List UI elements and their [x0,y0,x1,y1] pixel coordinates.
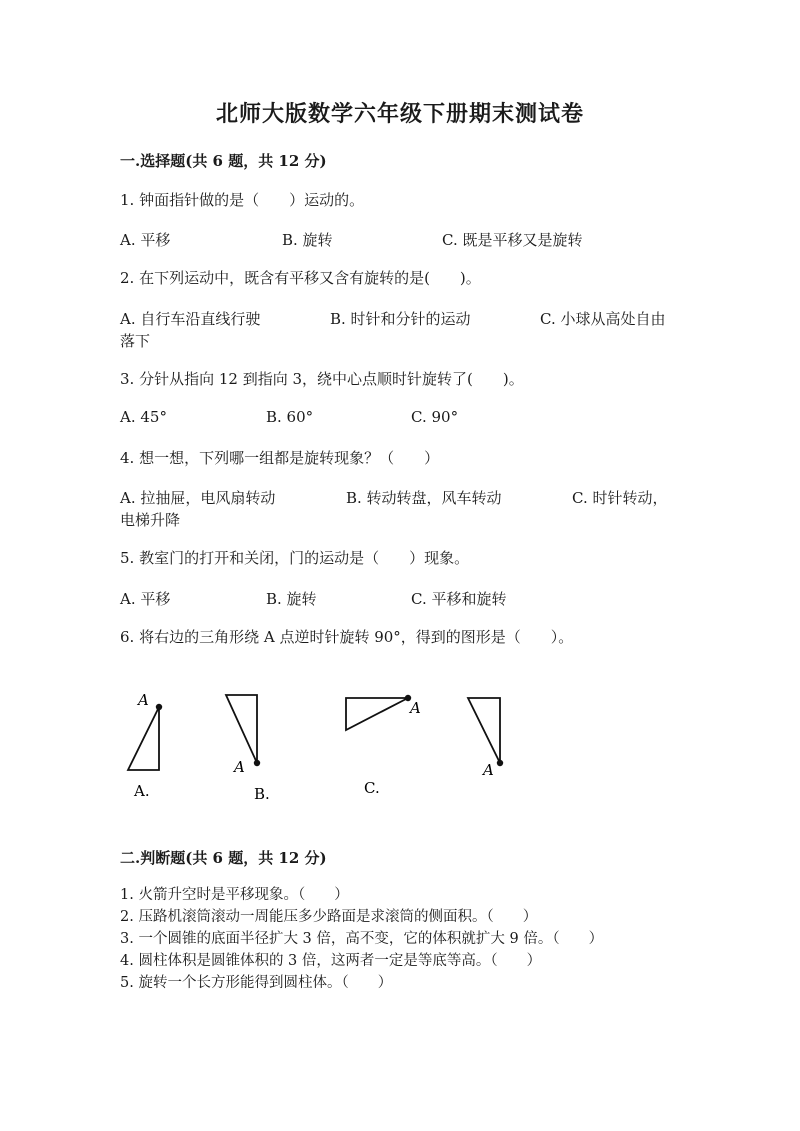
question-1-stem: 1. 钟面指针做的是（ ）运动的。 [120,191,365,209]
question-6-stem: 6. 将右边的三角形绕 A 点逆时针旋转 90°，得到的图形是（ ）。 [120,628,574,646]
figure-reference-triangle [468,698,503,779]
figure-option-b [226,695,270,803]
question-5-option-c: C. 平移和旋转 [411,590,507,608]
question-2-option-c: C. 小球从高处自由 [540,310,666,328]
question-5-option-b: B. 旋转 [266,590,317,608]
question-3-option-b: B. 60° [266,408,314,426]
page-title: 北师大版数学六年级下册期末测试卷 [215,101,584,127]
judgment-item-2: 2. 压路机滚筒滚动一周能压多少路面是求滚筒的侧面积。（ ） [120,909,538,925]
section-heading-choice: 一.选择题(共 6 题，共 12 分) [120,152,327,170]
question-5-option-a: A. 平移 [120,590,171,608]
question-2-option-b: B. 时针和分针的运动 [330,310,471,328]
question-1-option-b: B. 旋转 [282,231,333,249]
figure-a-label: A. [134,782,150,800]
judgment-item-4: 4. 圆柱体积是圆锥体积的 3 倍，这两者一定是等底等高。（ ） [120,953,542,969]
judgment-item-3: 3. 一个圆锥的底面半径扩大 3 倍，高不变，它的体积就扩大 9 倍。（ ） [120,931,604,947]
question-4-stem: 4. 想一想，下列哪一组都是旋转现象？（ ） [120,449,440,467]
question-3-option-c: C. 90° [411,408,459,426]
figure-a-point-label: A [138,691,149,709]
question-3-stem: 3. 分针从指向 12 到指向 3，绕中心点顺时针旋转了( )。 [120,370,524,388]
figure-option-c [346,695,421,797]
question-2-stem: 2. 在下列运动中，既含有平移又含有旋转的是( )。 [120,269,481,287]
question-2-option-a: A. 自行车沿直线行驶 [120,310,261,328]
figure-ref-point-label: A [483,761,494,779]
judgment-item-5: 5. 旋转一个长方形能得到圆柱体。（ ） [120,975,393,991]
figure-option-a [128,691,162,800]
figure-c-label: C. [364,779,380,797]
judgment-item-1: 1. 火箭升空时是平移现象。（ ） [120,887,349,903]
section-heading-judgment: 二.判断题(共 6 题，共 12 分) [120,849,327,867]
figure-b-point-label: A [234,758,245,776]
figure-c-point-label: A [410,699,421,717]
question-4-option-a: A. 拉抽屉，电风扇转动 [120,489,276,507]
question-4-option-c-wrap: 电梯升降 [120,511,181,529]
figure-b-label: B. [254,785,270,803]
question-1-option-c: C. 既是平移又是旋转 [442,231,583,249]
question-4-option-c: C. 时针转动， [572,489,668,507]
question-5-stem: 5. 教室门的打开和关闭，门的运动是（ ）现象。 [120,549,470,567]
question-1-option-a: A. 平移 [120,231,171,249]
question-2-option-c-wrap: 落下 [120,332,151,350]
question-3-option-a: A. 45° [120,408,167,426]
rotation-figure [110,680,530,810]
question-4-option-b: B. 转动转盘，风车转动 [346,489,502,507]
